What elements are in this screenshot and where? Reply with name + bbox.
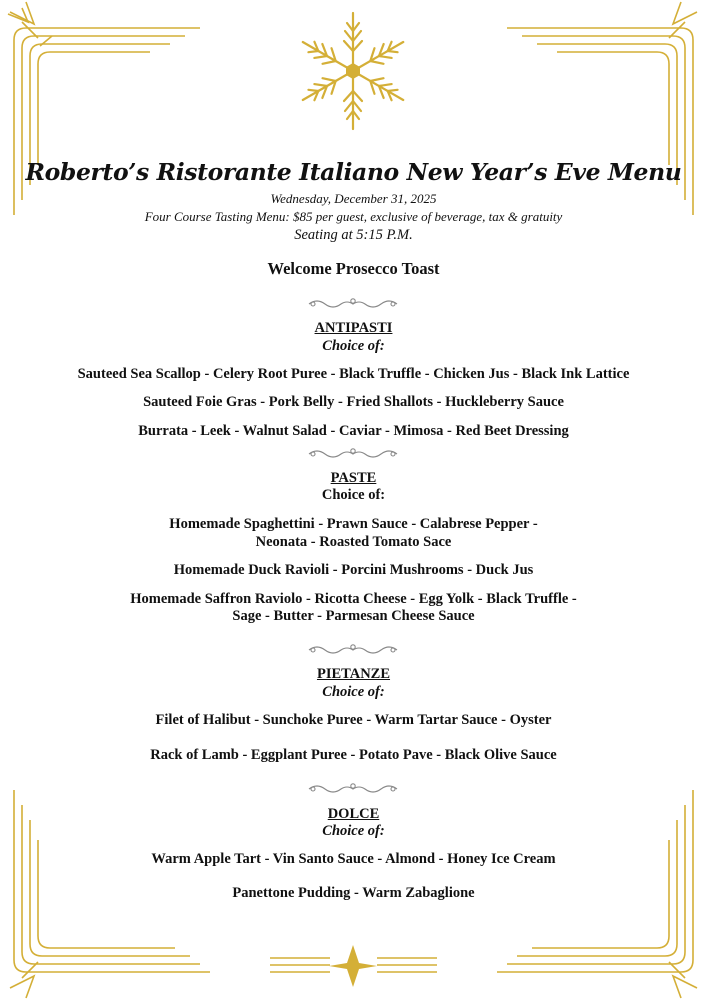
section-title-paste: PASTE — [330, 470, 377, 486]
dish-item-continued: Neonata - Roasted Tomato Sace — [255, 534, 452, 550]
dish-item: Burrata - Leek - Walnut Salad - Caviar - Mimosa - Red Beet Dressing — [138, 423, 569, 439]
menu-pricing: Four Course Tasting Menu: $85 per guest, exclusive of beverage, tax & gratuity — [144, 209, 563, 224]
dish-item: Rack of Lamb - Eggplant Puree - Potato Pave - Black Olive Sauce — [150, 747, 557, 763]
diamond-star-icon — [329, 945, 377, 987]
section-title-dolce: DOLCE — [327, 806, 380, 822]
menu-title: Roberto’s Ristorante Italiano New Year’s Eve Menu — [25, 158, 682, 186]
menu-date: Wednesday, December 31, 2025 — [270, 191, 437, 206]
dish-item: Filet of Halibut - Sunchoke Puree - Warm Tartar Sauce - Oyster — [155, 712, 552, 728]
dish-item: Panettone Pudding - Warm Zabaglione — [232, 885, 475, 901]
dish-item-continued: Sage - Butter - Parmesan Cheese Sauce — [232, 608, 475, 624]
snowflake-icon — [298, 13, 407, 129]
choice-label: Choice of: — [321, 487, 386, 503]
flourish-divider-icon — [303, 642, 403, 658]
flourish-divider-icon — [303, 296, 403, 312]
dish-item: Homemade Duck Ravioli - Porcini Mushrooms - Duck Jus — [173, 562, 534, 578]
dish-item: Homemade Saffron Raviolo - Ricotta Cheese - Egg Yolk - Black Truffle - — [130, 591, 577, 607]
dish-item: Sauteed Foie Gras - Pork Belly - Fried Shallots - Huckleberry Sauce — [143, 394, 564, 410]
welcome-toast: Welcome Prosecco Toast — [267, 259, 440, 278]
menu-seating: Seating at 5:15 P.M. — [294, 227, 413, 243]
section-title-antipasti: ANTIPASTI — [314, 320, 393, 336]
choice-label: Choice of: — [322, 684, 385, 700]
dish-item: Homemade Spaghettini - Prawn Sauce - Calabrese Pepper - — [169, 516, 538, 532]
dish-item: Sauteed Sea Scallop - Celery Root Puree - Black Truffle - Chicken Jus - Black Ink Lattice — [77, 366, 630, 382]
choice-label: Choice of: — [322, 338, 385, 354]
dish-item: Warm Apple Tart - Vin Santo Sauce - Almond - Honey Ice Cream — [151, 851, 556, 867]
flourish-divider-icon — [303, 781, 403, 797]
section-title-pietanze: PIETANZE — [316, 666, 391, 682]
choice-label: Choice of: — [322, 823, 385, 839]
flourish-divider-icon — [303, 446, 403, 462]
